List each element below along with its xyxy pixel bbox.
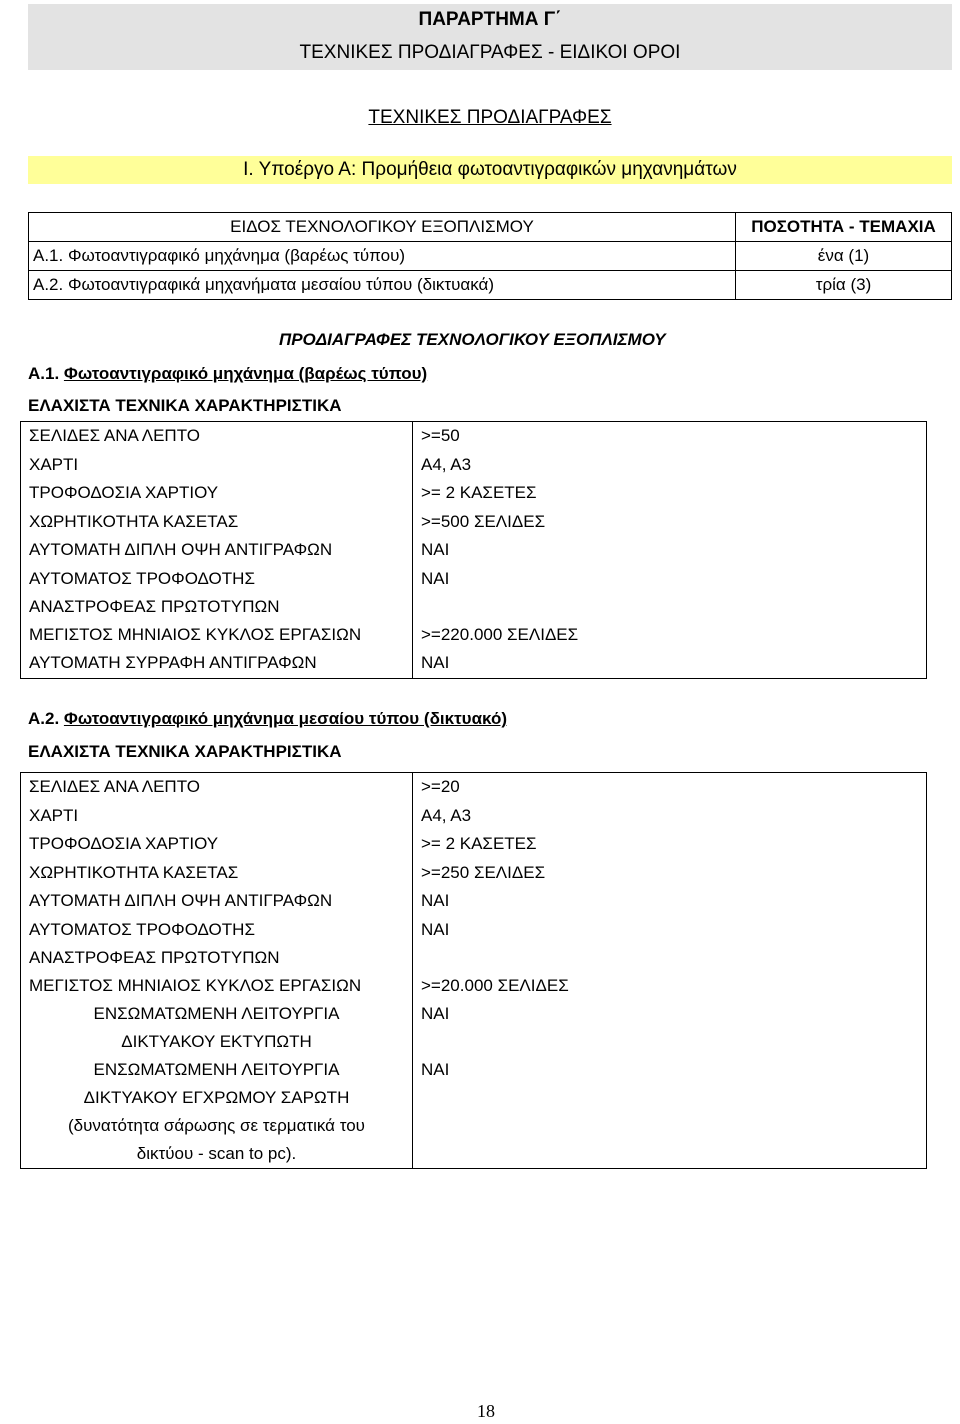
overview-quantity: τρία (3)	[736, 271, 952, 300]
spec-row	[21, 859, 927, 888]
spec-value: ΝΑΙ	[421, 568, 450, 588]
section2-subtitle: ΕΛΑΧΙΣΤΑ ΤΕΧΝΙΚΑ ΧΑΡΑΚΤΗΡΙΣΤΙΚΑ	[28, 742, 342, 761]
spec-value: ΝΑΙ	[421, 1060, 450, 1079]
spec-label-line: ΤΡΟΦΟΔΟΣΙΑ ΧΑΡΤΙΟΥ	[29, 483, 219, 502]
spec-label	[21, 422, 413, 451]
spec-value: ΝΑΙ	[421, 891, 450, 910]
section1-spec-table	[20, 421, 927, 679]
spec-row	[21, 536, 927, 565]
spec-value: ΝΑΙ	[421, 653, 450, 672]
spec-label-line: ΣΕΛΙΔΕΣ ΑΝΑ ΛΕΠΤΟ	[29, 777, 200, 796]
section1-heading	[28, 364, 427, 384]
spec-label-line: ΧΩΡΗΤΙΚΟΤΗΤΑ ΚΑΣΕΤΑΣ	[29, 511, 239, 531]
spec-value: ΝΑΙ	[421, 919, 450, 939]
section2-title: Φωτοαντιγραφικό μηχάνημα μεσαίου τύπου (δικτυακό)	[63, 709, 507, 728]
overview-item: Α.1. Φωτοαντιγραφικό μηχάνημα (βαρέως τύπου)	[29, 242, 736, 271]
subproject-banner	[28, 156, 952, 184]
spec-label	[21, 508, 413, 537]
spec-row	[21, 887, 927, 916]
spec-label-line: (δυνατότητα σάρωσης σε τερματικά του	[68, 1116, 365, 1135]
spec-row	[21, 1000, 927, 1056]
section2-prefix: Α.2.	[28, 709, 60, 728]
spec-row	[21, 972, 927, 1001]
spec-label	[21, 859, 413, 888]
spec-row	[21, 565, 927, 621]
spec-label-line: ΔΙΚΤΥΑΚΟΥ ΕΓΧΡΩΜΟΥ ΣΑΡΩΤΗ	[83, 1088, 350, 1107]
subproject-text: Ι. Υποέργο Α: Προμήθεια φωτοαντιγραφικών μηχανημάτων	[243, 159, 737, 180]
spec-label-line: ΑΝΑΣΤΡΟΦΕΑΣ ΠΡΩΤΟΤΥΠΩΝ	[29, 596, 280, 616]
spec-label-line: ΜΕΓΙΣΤΟΣ ΜΗΝΙΑΙΟΣ ΚΥΚΛΟΣ ΕΡΓΑΣΙΩΝ	[29, 624, 362, 644]
spec-row	[21, 621, 927, 650]
spec-label-line: ΕΝΣΩΜΑΤΩΜΕΝΗ ΛΕΙΤΟΥΡΓΙΑ	[93, 1060, 340, 1079]
spec-row	[21, 451, 927, 480]
spec-row	[21, 422, 927, 451]
spec-label-line: ΑΝΑΣΤΡΟΦΕΑΣ ΠΡΩΤΟΤΥΠΩΝ	[29, 947, 280, 967]
spec-label-line: ΑΥΤΟΜΑΤΗ ΔΙΠΛΗ ΟΨΗ ΑΝΤΙΓΡΑΦΩΝ	[29, 891, 333, 910]
overview-header-quantity: ΠΟΣΟΤΗΤΑ - ΤΕΜΑΧΙΑ	[736, 213, 952, 242]
spec-label	[21, 887, 413, 916]
overview-item: Α.2. Φωτοαντιγραφικά μηχανήματα μεσαίου τύπου (δικτυακά)	[29, 271, 736, 300]
spec-row	[21, 508, 927, 537]
spec-label	[21, 802, 413, 831]
spec-row	[21, 479, 927, 508]
spec-value: >= 2 ΚΑΣΕΤΕΣ	[421, 834, 537, 853]
spec-label-line: ΑΥΤΟΜΑΤΗ ΔΙΠΛΗ ΟΨΗ ΑΝΤΙΓΡΑΦΩΝ	[29, 540, 333, 559]
overview-header-item: ΕΙΔΟΣ ΤΕΧΝΟΛΟΓΙΚΟΥ ΕΞΟΠΛΙΣΜΟΥ	[29, 213, 736, 242]
spec-label	[21, 972, 413, 1001]
spec-label	[21, 565, 413, 621]
spec-row	[21, 1056, 927, 1169]
spec-label-line: ΣΕΛΙΔΕΣ ΑΝΑ ΛΕΠΤΟ	[29, 426, 200, 445]
spec-label-line: ΤΡΟΦΟΔΟΣΙΑ ΧΑΡΤΙΟΥ	[29, 834, 219, 853]
spec-value: >= 2 ΚΑΣΕΤΕΣ	[421, 483, 537, 502]
spec-value: ΝΑΙ	[421, 540, 450, 559]
spec-label-line: ΕΝΣΩΜΑΤΩΜΕΝΗ ΛΕΙΤΟΥΡΓΙΑ	[93, 1004, 340, 1023]
annex-subtitle: ΤΕΧΝΙΚΕΣ ΠΡΟΔΙΑΓΡΑΦΕΣ - ΕΙΔΙΚΟΙ ΟΡΟΙ	[28, 36, 952, 70]
spec-value: Α4, Α3	[421, 454, 472, 474]
spec-label-line: ΜΕΓΙΣΤΟΣ ΜΗΝΙΑΙΟΣ ΚΥΚΛΟΣ ΕΡΓΑΣΙΩΝ	[29, 975, 362, 995]
overview-quantity: ένα (1)	[736, 242, 952, 271]
spec-value: >=220.000 ΣΕΛΙΔΕΣ	[421, 624, 579, 644]
spec-label-line: ΑΥΤΟΜΑΤΟΣ ΤΡΟΦΟΔΟΤΗΣ	[29, 919, 255, 939]
spec-value: ΝΑΙ	[421, 1004, 450, 1023]
spec-row	[21, 830, 927, 859]
annex-heading: ΠΑΡΑΡΤΗΜΑ Γ΄	[28, 4, 952, 36]
spec-value: >=50	[421, 426, 460, 445]
spec-label	[21, 479, 413, 508]
spec-label	[21, 773, 413, 802]
spec-value: >=20.000 ΣΕΛΙΔΕΣ	[421, 975, 569, 995]
spec-row	[21, 802, 927, 831]
spec-label	[21, 451, 413, 480]
specs-title: ΤΕΧΝΙΚΕΣ ΠΡΟΔΙΑΓΡΑΦΕΣ	[368, 107, 612, 128]
spec-value: >=20	[421, 777, 460, 796]
section1-title: Φωτοαντιγραφικό μηχάνημα (βαρέως τύπου)	[63, 364, 428, 383]
spec-label	[21, 916, 413, 972]
equipment-overview-table	[28, 212, 952, 300]
spec-row	[21, 773, 927, 802]
spec-value: >=250 ΣΕΛΙΔΕΣ	[421, 862, 546, 882]
overview-row	[29, 242, 952, 271]
page-number: 18	[477, 1401, 495, 1421]
section2-heading	[28, 709, 507, 729]
section2-spec-table	[20, 772, 927, 1169]
spec-label	[21, 830, 413, 859]
spec-label-line: ΧΩΡΗΤΙΚΟΤΗΤΑ ΚΑΣΕΤΑΣ	[29, 862, 239, 882]
spec-label-line: ΑΥΤΟΜΑΤΟΣ ΤΡΟΦΟΔΟΤΗΣ	[29, 568, 255, 588]
spec-row	[21, 649, 927, 678]
spec-label-line: δικτύου - scan to pc).	[136, 1144, 297, 1163]
spec-row	[21, 916, 927, 972]
spec-label-line: ΧΑΡΤΙ	[29, 805, 79, 825]
equipment-specs-title: ΠΡΟΔΙΑΓΡΑΦΕΣ ΤΕΧΝΟΛΟΓΙΚΟΥ ΕΞΟΠΛΙΣΜΟΥ	[279, 330, 666, 349]
spec-label	[21, 1000, 413, 1056]
spec-label	[21, 649, 413, 678]
section1-prefix: Α.1.	[28, 364, 60, 383]
overview-row	[29, 271, 952, 300]
spec-label-line: ΑΥΤΟΜΑΤΗ ΣΥΡΡΑΦΗ ΑΝΤΙΓΡΑΦΩΝ	[29, 653, 317, 672]
spec-label-line: ΧΑΡΤΙ	[29, 454, 79, 474]
spec-label	[21, 1056, 413, 1169]
spec-value: >=500 ΣΕΛΙΔΕΣ	[421, 511, 546, 531]
spec-value: Α4, Α3	[421, 805, 472, 825]
overview-header-row	[29, 213, 952, 242]
section1-subtitle: ΕΛΑΧΙΣΤΑ ΤΕΧΝΙΚΑ ΧΑΡΑΚΤΗΡΙΣΤΙΚΑ	[28, 396, 342, 415]
spec-label	[21, 621, 413, 650]
spec-label	[21, 536, 413, 565]
spec-label-line: ΔΙΚΤΥΑΚΟΥ ΕΚΤΥΠΩΤΗ	[121, 1032, 312, 1051]
